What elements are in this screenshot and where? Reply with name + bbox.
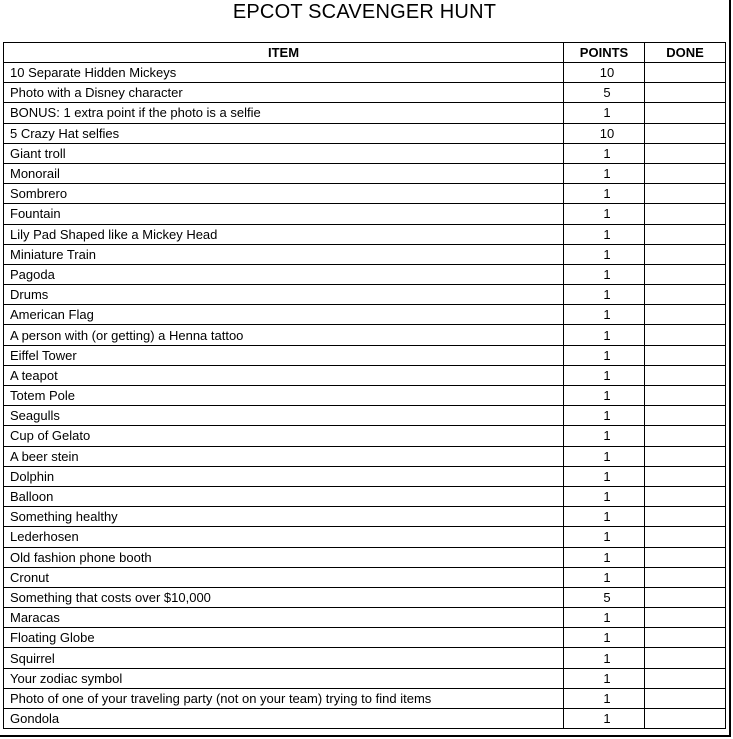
- done-cell[interactable]: [645, 345, 726, 365]
- done-cell[interactable]: [645, 608, 726, 628]
- points-cell: 1: [564, 446, 645, 466]
- done-cell[interactable]: [645, 547, 726, 567]
- scavenger-table: [3, 42, 726, 729]
- done-cell[interactable]: [645, 507, 726, 527]
- item-cell: A teapot: [4, 365, 564, 385]
- points-cell: 1: [564, 628, 645, 648]
- points-cell: 1: [564, 547, 645, 567]
- item-cell: Eiffel Tower: [4, 345, 564, 365]
- table-row: [4, 628, 726, 648]
- done-cell[interactable]: [645, 527, 726, 547]
- item-cell: Lederhosen: [4, 527, 564, 547]
- done-cell[interactable]: [645, 628, 726, 648]
- table-row: [4, 466, 726, 486]
- done-cell[interactable]: [645, 386, 726, 406]
- page-title: EPCOT SCAVENGER HUNT: [232, 1, 497, 23]
- item-cell: Gondola: [4, 709, 564, 729]
- item-cell: Sombrero: [4, 184, 564, 204]
- table-row: [4, 668, 726, 688]
- item-cell: Pagoda: [4, 264, 564, 284]
- points-cell: 10: [564, 123, 645, 143]
- table-row: [4, 507, 726, 527]
- done-cell[interactable]: [645, 184, 726, 204]
- table-row: [4, 345, 726, 365]
- points-cell: 1: [564, 103, 645, 123]
- table-row: [4, 567, 726, 587]
- points-cell: 1: [564, 184, 645, 204]
- item-cell: Floating Globe: [4, 628, 564, 648]
- item-cell: Photo with a Disney character: [4, 83, 564, 103]
- header-item: ITEM: [4, 43, 564, 63]
- table-row: [4, 325, 726, 345]
- item-cell: Your zodiac symbol: [4, 668, 564, 688]
- table-row: [4, 406, 726, 426]
- table-row: [4, 63, 726, 83]
- item-cell: Totem Pole: [4, 386, 564, 406]
- table-row: [4, 709, 726, 729]
- table-row: [4, 184, 726, 204]
- table-header-row: [4, 43, 726, 63]
- points-cell: 1: [564, 688, 645, 708]
- done-cell[interactable]: [645, 224, 726, 244]
- done-cell[interactable]: [645, 103, 726, 123]
- item-cell: Drums: [4, 285, 564, 305]
- table-row: [4, 264, 726, 284]
- item-cell: Lily Pad Shaped like a Mickey Head: [4, 224, 564, 244]
- done-cell[interactable]: [645, 83, 726, 103]
- points-cell: 10: [564, 63, 645, 83]
- table-row: [4, 244, 726, 264]
- table-row: [4, 486, 726, 506]
- points-cell: 1: [564, 668, 645, 688]
- header-done: DONE: [645, 43, 726, 63]
- item-cell: Balloon: [4, 486, 564, 506]
- points-cell: 1: [564, 204, 645, 224]
- done-cell[interactable]: [645, 426, 726, 446]
- done-cell[interactable]: [645, 587, 726, 607]
- points-cell: 1: [564, 224, 645, 244]
- table-body: [4, 63, 726, 729]
- item-cell: Squirrel: [4, 648, 564, 668]
- points-cell: 1: [564, 305, 645, 325]
- points-cell: 1: [564, 426, 645, 446]
- points-cell: 1: [564, 365, 645, 385]
- done-cell[interactable]: [645, 567, 726, 587]
- table-row: [4, 648, 726, 668]
- item-cell: Cup of Gelato: [4, 426, 564, 446]
- table-row: [4, 103, 726, 123]
- item-cell: Miniature Train: [4, 244, 564, 264]
- points-cell: 1: [564, 244, 645, 264]
- item-cell: BONUS: 1 extra point if the photo is a selfie: [4, 103, 564, 123]
- points-cell: 1: [564, 386, 645, 406]
- points-cell: 1: [564, 285, 645, 305]
- points-cell: 1: [564, 486, 645, 506]
- table-row: [4, 527, 726, 547]
- done-cell[interactable]: [645, 305, 726, 325]
- points-cell: 1: [564, 345, 645, 365]
- done-cell[interactable]: [645, 244, 726, 264]
- header-points: POINTS: [564, 43, 645, 63]
- table-row: [4, 365, 726, 385]
- done-cell[interactable]: [645, 143, 726, 163]
- item-cell: 5 Crazy Hat selfies: [4, 123, 564, 143]
- done-cell[interactable]: [645, 365, 726, 385]
- table-row: [4, 204, 726, 224]
- points-cell: 1: [564, 709, 645, 729]
- table-row: [4, 83, 726, 103]
- table-row: [4, 224, 726, 244]
- done-cell[interactable]: [645, 406, 726, 426]
- done-cell[interactable]: [645, 264, 726, 284]
- item-cell: Something healthy: [4, 507, 564, 527]
- item-cell: Old fashion phone booth: [4, 547, 564, 567]
- item-cell: Giant troll: [4, 143, 564, 163]
- item-cell: Dolphin: [4, 466, 564, 486]
- item-cell: Maracas: [4, 608, 564, 628]
- points-cell: 1: [564, 648, 645, 668]
- points-cell: 5: [564, 83, 645, 103]
- item-cell: A beer stein: [4, 446, 564, 466]
- item-cell: Fountain: [4, 204, 564, 224]
- points-cell: 1: [564, 325, 645, 345]
- done-cell[interactable]: [645, 709, 726, 729]
- done-cell[interactable]: [645, 486, 726, 506]
- table-row: [4, 547, 726, 567]
- item-cell: Seagulls: [4, 406, 564, 426]
- table-row: [4, 688, 726, 708]
- done-cell[interactable]: [645, 63, 726, 83]
- done-cell[interactable]: [645, 285, 726, 305]
- points-cell: 1: [564, 143, 645, 163]
- done-cell[interactable]: [645, 123, 726, 143]
- points-cell: 1: [564, 527, 645, 547]
- done-cell[interactable]: [645, 648, 726, 668]
- points-cell: 1: [564, 507, 645, 527]
- points-cell: 1: [564, 466, 645, 486]
- table-row: [4, 587, 726, 607]
- done-cell[interactable]: [645, 163, 726, 183]
- item-cell: A person with (or getting) a Henna tattoo: [4, 325, 564, 345]
- item-cell: Something that costs over $10,000: [4, 587, 564, 607]
- done-cell[interactable]: [645, 688, 726, 708]
- done-cell[interactable]: [645, 466, 726, 486]
- points-cell: 1: [564, 406, 645, 426]
- table-row: [4, 163, 726, 183]
- table-row: [4, 426, 726, 446]
- done-cell[interactable]: [645, 325, 726, 345]
- item-cell: Cronut: [4, 567, 564, 587]
- table-row: [4, 608, 726, 628]
- table-row: [4, 446, 726, 466]
- table-row: [4, 305, 726, 325]
- points-cell: 5: [564, 587, 645, 607]
- table-row: [4, 386, 726, 406]
- item-cell: 10 Separate Hidden Mickeys: [4, 63, 564, 83]
- table-row: [4, 123, 726, 143]
- table-row: [4, 143, 726, 163]
- item-cell: American Flag: [4, 305, 564, 325]
- points-cell: 1: [564, 264, 645, 284]
- item-cell: Photo of one of your traveling party (not on your team) trying to find items: [4, 688, 564, 708]
- done-cell[interactable]: [645, 204, 726, 224]
- points-cell: 1: [564, 608, 645, 628]
- points-cell: 1: [564, 163, 645, 183]
- points-cell: 1: [564, 567, 645, 587]
- done-cell[interactable]: [645, 668, 726, 688]
- done-cell[interactable]: [645, 446, 726, 466]
- item-cell: Monorail: [4, 163, 564, 183]
- table-row: [4, 285, 726, 305]
